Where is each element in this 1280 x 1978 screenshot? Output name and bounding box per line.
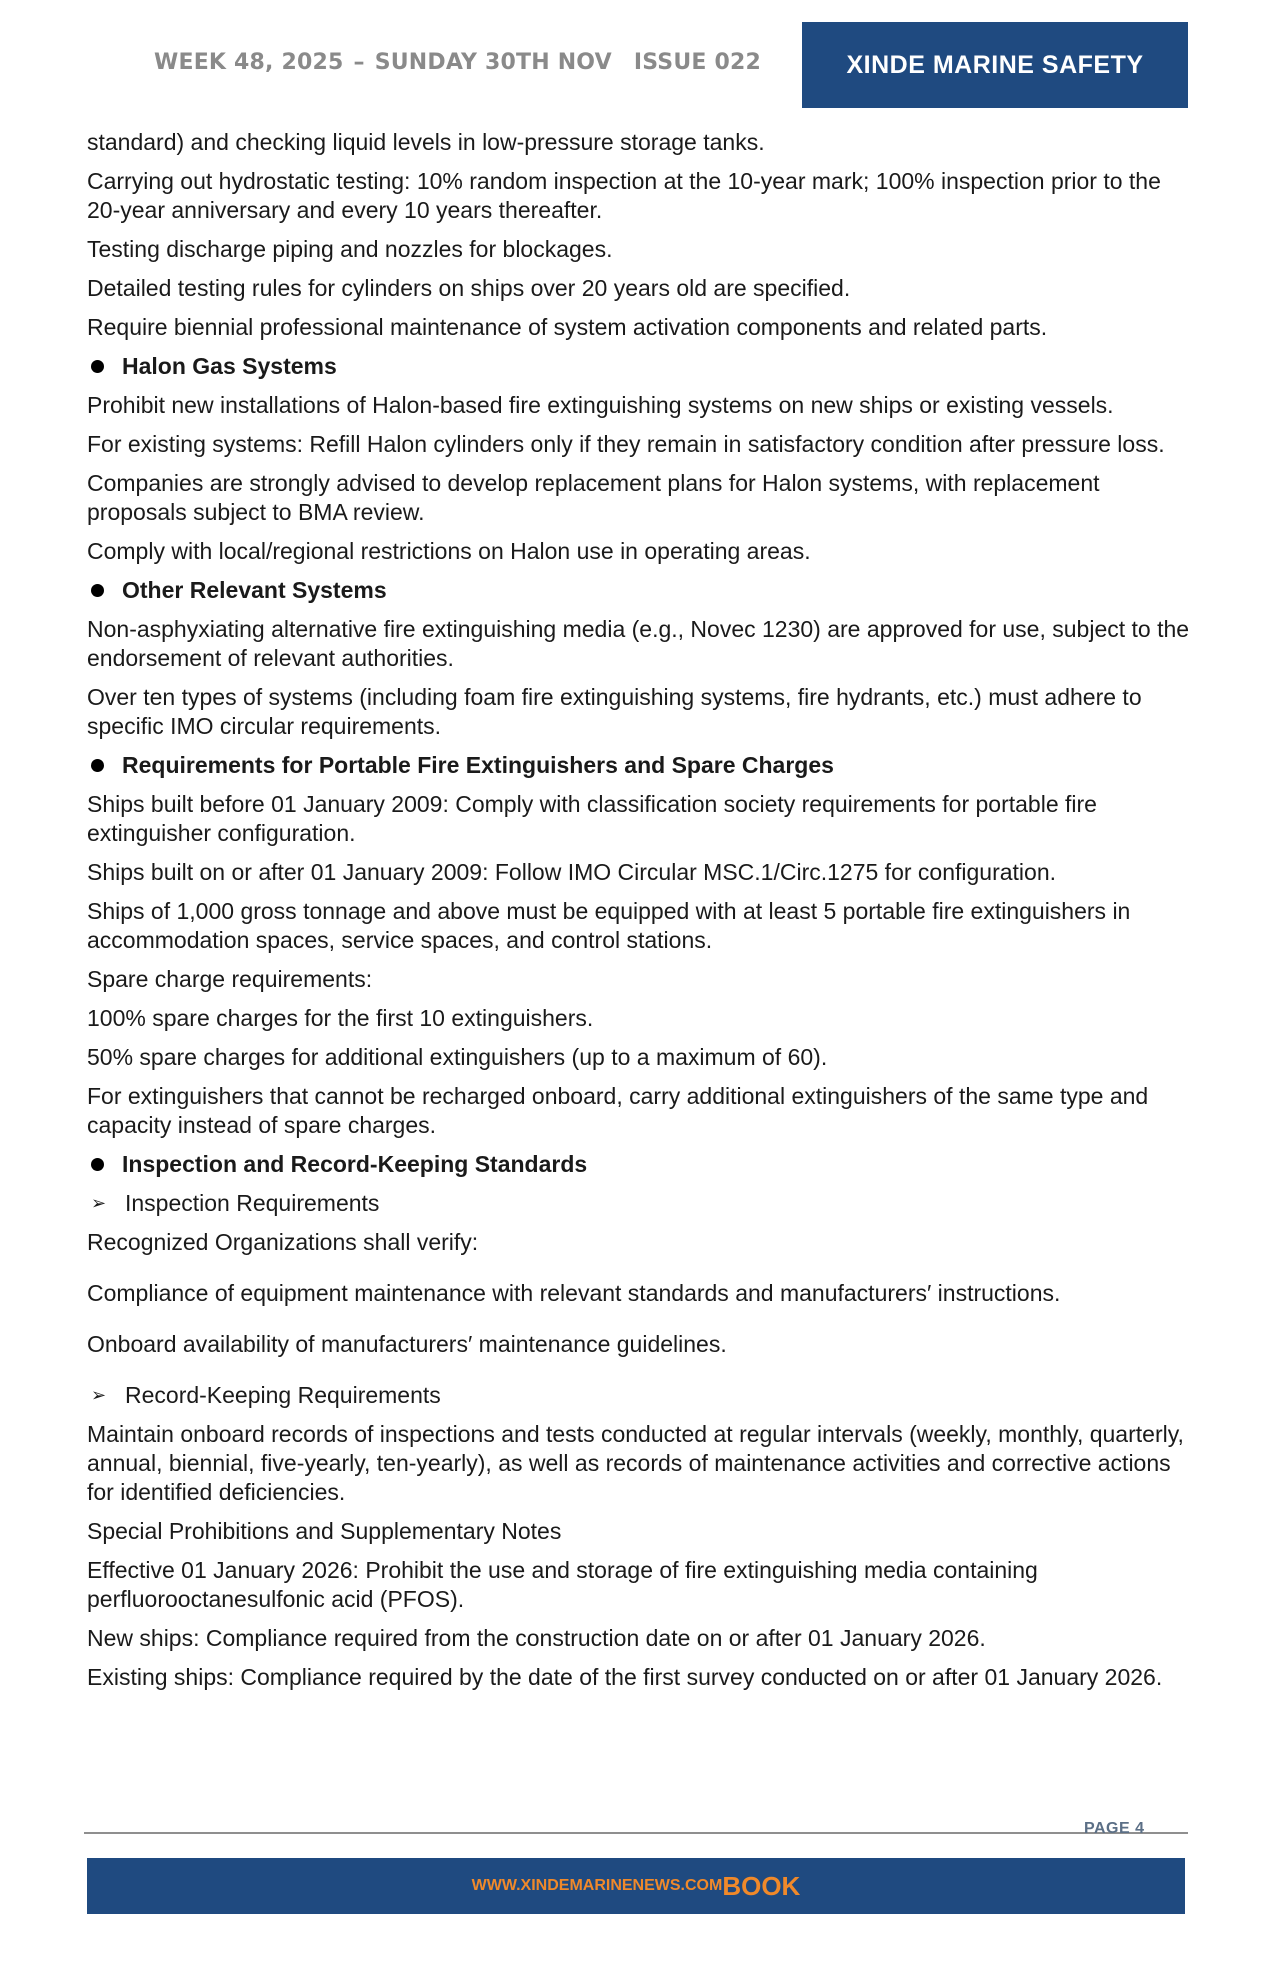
bullet-dot-icon: [91, 1158, 104, 1171]
paragraph: For existing systems: Refill Halon cylinders only if they remain in satisfactory condition after pressure loss.: [87, 431, 1165, 457]
subheading-inspection-requirements: [87, 1189, 1197, 1218]
section-heading-other-systems: [87, 576, 1197, 605]
paragraph: Over ten types of systems (including foam fire extinguishing systems, fire hydrants, etc.) must adhere to specific IMO circular requirements.: [87, 684, 1142, 739]
header-issue-info: [154, 50, 761, 75]
paragraph: Compliance of equipment maintenance with relevant standards and manufacturers′ instructions.: [87, 1280, 1061, 1306]
paragraph: Ships built on or after 01 January 2009: Follow IMO Circular MSC.1/Circ.1275 for configuration.: [87, 859, 1056, 885]
brand-title: XINDE MARINE SAFETY: [846, 50, 1144, 79]
bullet-dot-icon: [91, 360, 104, 373]
header-week: WEEK 48, 2025: [154, 50, 344, 75]
paragraph: Companies are strongly advised to develop replacement plans for Halon systems, with replacement proposals subject to BMA review.: [87, 470, 1100, 525]
paragraph: Non-asphyxiating alternative fire extinguishing media (e.g., Novec 1230) are approved for use, subject to the endorsement of relevant authorities.: [87, 616, 1190, 671]
section-heading-halon: [87, 352, 1197, 381]
paragraph: Spare charge requirements:: [87, 966, 373, 992]
arrow-bullet-icon: ➢: [91, 1385, 107, 1405]
paragraph: Carrying out hydrostatic testing: 10% random inspection at the 10-year mark; 100% inspection prior to the 20-year anniversary and every 10 years thereafter.: [87, 168, 1161, 223]
header-date: SUNDAY 30TH NOV: [374, 50, 612, 75]
subheading-label: Record-Keeping Requirements: [125, 1382, 441, 1408]
paragraph: Ships built before 01 January 2009: Comply with classification society requirements for portable fire extinguisher configuration.: [87, 791, 1097, 846]
footer-banner: [87, 1858, 1185, 1914]
paragraph: Comply with local/regional restrictions on Halon use in operating areas.: [87, 538, 811, 564]
header-separator: –: [353, 50, 365, 75]
paragraph: 100% spare charges for the first 10 extinguishers.: [87, 1005, 594, 1031]
brand-banner: [802, 22, 1188, 108]
paragraph: Testing discharge piping and nozzles for blockages.: [87, 236, 613, 262]
paragraph: Detailed testing rules for cylinders on ships over 20 years old are specified.: [87, 275, 851, 301]
paragraph: 50% spare charges for additional extinguishers (up to a maximum of 60).: [87, 1044, 828, 1070]
paragraph: Recognized Organizations shall verify:: [87, 1229, 479, 1255]
paragraph: Special Prohibitions and Supplementary Notes: [87, 1518, 562, 1544]
section-heading-portable-extinguishers: [87, 751, 1197, 780]
footer-divider: [84, 1832, 1188, 1834]
section-heading-label: Inspection and Record-Keeping Standards: [122, 1151, 588, 1177]
subheading-label: Inspection Requirements: [125, 1190, 380, 1216]
page-number: PAGE 4: [1084, 1820, 1145, 1837]
paragraph: Require biennial professional maintenance of system activation components and related parts.: [87, 314, 1048, 340]
section-heading-label: Other Relevant Systems: [122, 577, 387, 603]
arrow-bullet-icon: ➢: [91, 1193, 107, 1213]
subheading-record-keeping: [87, 1381, 1197, 1410]
paragraph: Onboard availability of manufacturers′ maintenance guidelines.: [87, 1331, 727, 1357]
paragraph: Maintain onboard records of inspections and tests conducted at regular intervals (weekly, monthly, quarterly, annual, biennial, five-yearly, ten-yearly), as well as records of maintenance activities and corrective actions for identified deficiencies.: [87, 1421, 1184, 1505]
paragraph: For extinguishers that cannot be recharged onboard, carry additional extinguishers of the same type and capacity instead of spare charges.: [87, 1083, 1149, 1138]
paragraph: Ships of 1,000 gross tonnage and above must be equipped with at least 5 portable fire extinguishers in accommodation spaces, service spaces, and control stations.: [87, 898, 1131, 953]
section-heading-inspection-standards: [87, 1150, 1197, 1179]
paragraph: New ships: Compliance required from the construction date on or after 01 January 2026.: [87, 1625, 986, 1651]
footer-book-label: BOOK: [722, 1870, 801, 1901]
paragraph: Existing ships: Compliance required by the date of the first survey conducted on or after 01 January 2026.: [87, 1664, 1163, 1690]
bullet-dot-icon: [91, 584, 104, 597]
section-heading-label: Halon Gas Systems: [122, 353, 337, 379]
bullet-dot-icon: [91, 759, 104, 772]
header-issue: ISSUE 022: [633, 50, 762, 75]
footer-website-link[interactable]: WWW.XINDEMARINENEWS.COM: [471, 1877, 723, 1894]
paragraph: Effective 01 January 2026: Prohibit the use and storage of fire extinguishing media containing perfluorooctanesulfonic acid (PFOS).: [87, 1557, 1038, 1612]
paragraph: Prohibit new installations of Halon-based fire extinguishing systems on new ships or existing vessels.: [87, 392, 1114, 418]
paragraph: standard) and checking liquid levels in low-pressure storage tanks.: [87, 129, 765, 155]
section-heading-label: Requirements for Portable Fire Extinguishers and Spare Charges: [122, 752, 834, 778]
article-body: [87, 128, 1197, 1702]
